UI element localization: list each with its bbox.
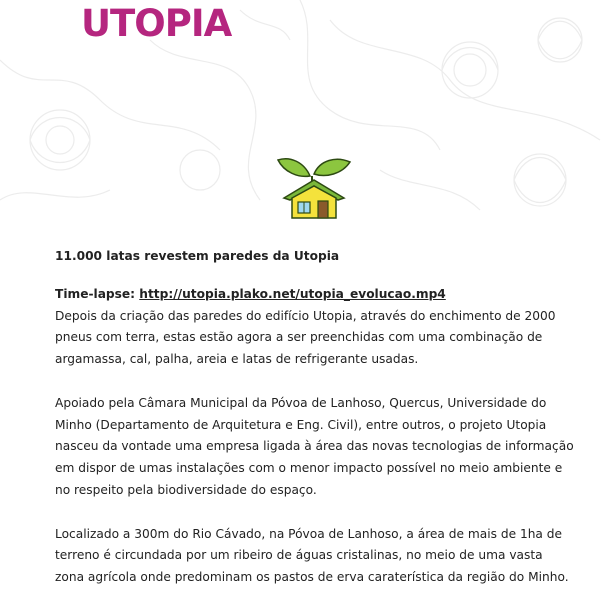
house-with-sprout-icon <box>274 152 354 222</box>
paragraph-3: Localizado a 300m do Rio Cávado, na Póvoa de Lanhoso, a área de mais de 1ha de terreno é circundada por um ribeiro de águas cristalinas, no meio de uma vasta zona agrícola onde predominam os pastos de erva caraterística da região do Minho. <box>55 526 569 585</box>
article-title: 11.000 latas revestem paredes da Utopia <box>55 249 340 263</box>
timelapse-link[interactable]: http://utopia.plako.net/utopia_evolucao.mp4 <box>139 286 446 301</box>
utopia-logo: UTOPIA <box>81 2 232 45</box>
timelapse-line <box>55 284 575 306</box>
paragraph-2: Apoiado pela Câmara Municipal da Póvoa de Lanhoso, Quercus, Universidade do Minho (Departamento de Arquitetura e Eng. Civil), entre outros, o projeto Utopia nasceu da vontade uma empresa ligada à área das novas tecnologias de informação em dispor de umas instalações com o menor impacto possível no meio ambiente e no respeito pela biodiversidade do espaço. <box>55 395 574 497</box>
paragraph-1: Depois da criação das paredes do edifício Utopia, através do enchimento de 2000 pneus com terra, estas estão agora a ser preenchidas com uma combinação de argamassa, cal, palha, areia e latas de refrigerante usadas. <box>55 308 556 367</box>
timelapse-label: Time-lapse: <box>55 286 136 301</box>
article <box>55 246 575 589</box>
